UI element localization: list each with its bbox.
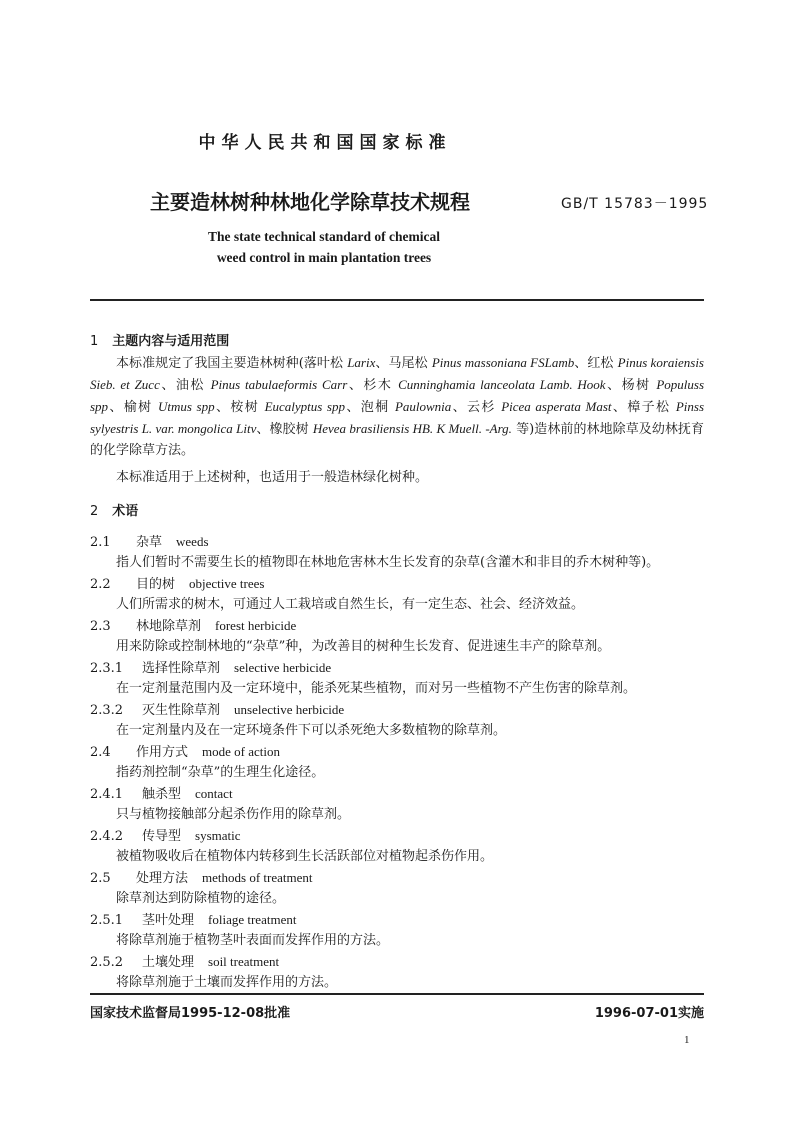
- paragraph-text: 本标准规定了我国主要造林树种(落叶松: [116, 356, 348, 371]
- term-2-5: [90, 867, 312, 886]
- species-latin-name: Pinus koraiensis Sieb. et Zucc: [90, 355, 704, 392]
- term-2-4: [90, 741, 280, 760]
- species-latin-name: Cunninghamia lanceolata Lamb. Hook: [398, 377, 606, 392]
- section-title: 术语: [112, 504, 139, 519]
- term-chinese: 选择性除草剂: [142, 661, 221, 676]
- term-number: 2.3.1: [90, 661, 124, 676]
- paragraph-text: 、红松: [574, 356, 618, 371]
- term-chinese: 目的树: [136, 577, 176, 592]
- term-2-3-2: [90, 699, 344, 718]
- english-title-line1: The state technical standard of chemical: [207, 229, 441, 244]
- paragraph-text: 、榆树: [108, 400, 158, 415]
- term-chinese: 杂草: [136, 535, 163, 550]
- term-number: 2.5.1: [90, 913, 124, 928]
- species-latin-name: Populuss spp: [90, 377, 705, 414]
- species-latin-name: Paulownia: [394, 399, 452, 414]
- footer-divider: [90, 993, 704, 995]
- term-chinese: 灭生性除草剂: [142, 703, 221, 718]
- term-number: 2.4: [90, 745, 111, 760]
- section-1-heading: [90, 330, 229, 349]
- term-number: 2.3: [90, 619, 111, 634]
- term-2-1: [90, 531, 209, 550]
- term-english: unselective herbicide: [234, 702, 345, 717]
- section-2-heading: [90, 500, 138, 519]
- approval-info: 国家技术监督局1995-12-08批准: [90, 1006, 291, 1021]
- standard-number: GB/T 15783－1995: [561, 196, 709, 212]
- section-number: 2: [90, 504, 99, 519]
- term-english: sysmatic: [195, 828, 241, 843]
- term-number: 2.5: [90, 871, 111, 886]
- scope-paragraph: [90, 352, 704, 461]
- species-latin-name: Picea asperata Mast: [501, 399, 612, 414]
- term-chinese: 触杀型: [142, 787, 182, 802]
- term-english: weeds: [176, 534, 209, 549]
- term-english: soil treatment: [208, 954, 280, 969]
- species-latin-name: Hevea brasiliensis HB. K Muell. -Arg.: [312, 421, 512, 436]
- term-chinese: 作用方式: [136, 745, 189, 760]
- paragraph-text: 、樟子松: [611, 400, 676, 415]
- species-latin-name: Pinus massoniana FSLamb: [431, 355, 575, 370]
- paragraph-text: 、杨树: [605, 378, 657, 393]
- term-definition: 指人们暂时不需要生长的植物即在林地危害林木生长发育的杂草(含灌木和非目的乔木树种等)。: [116, 555, 660, 570]
- term-2-4-1: [90, 783, 233, 802]
- paragraph-text: 、杉木: [347, 378, 399, 393]
- species-latin-name: Larix: [347, 355, 376, 370]
- header-divider: [90, 299, 704, 301]
- section-title: 主题内容与适用范围: [112, 334, 230, 349]
- term-2-4-2: [90, 825, 241, 844]
- term-definition: 将除草剂施于土壤而发挥作用的方法。: [116, 975, 338, 990]
- page-number: 1: [684, 1034, 690, 1046]
- paragraph-text: 、油松: [159, 378, 211, 393]
- term-2-5-2: [90, 951, 279, 970]
- species-latin-name: Eucalyptus spp: [264, 399, 345, 414]
- term-number: 2.3.2: [90, 703, 124, 718]
- term-chinese: 处理方法: [136, 871, 189, 886]
- species-latin-name: Pinus tabulaeformis Carr: [210, 377, 348, 392]
- section-number: 1: [90, 334, 99, 349]
- main-title: 主要造林树种林地化学除草技术规程: [150, 190, 470, 214]
- term-2-3-1: [90, 657, 331, 676]
- term-definition: 被植物吸收后在植物体内转移到生长活跃部位对植物起杀伤作用。: [116, 849, 494, 864]
- term-english: selective herbicide: [234, 660, 332, 675]
- term-chinese: 茎叶处理: [142, 913, 195, 928]
- term-english: contact: [195, 786, 233, 801]
- english-title-line2: weed control in main plantation trees: [216, 250, 432, 265]
- term-2-5-1: [90, 909, 296, 928]
- term-definition: 将除草剂施于植物茎叶表面而发挥作用的方法。: [116, 933, 390, 948]
- term-number: 2.4.1: [90, 787, 124, 802]
- term-chinese: 传导型: [142, 829, 182, 844]
- term-english: foliage treatment: [208, 912, 297, 927]
- term-definition: 人们所需求的树木，可通过人工栽培或自然生长，有一定生态、社会、经济效益。: [116, 597, 585, 612]
- term-english: forest herbicide: [215, 618, 297, 633]
- paragraph-text: 等)造林前的林地除草及幼林抚育的化学除草方法。: [90, 422, 704, 458]
- term-definition: 指药剂控制“杂草”的生理生化途径。: [116, 765, 325, 780]
- term-2-2: [90, 573, 264, 592]
- paragraph-text: 、泡桐: [345, 400, 395, 415]
- term-english: objective trees: [189, 576, 265, 591]
- paragraph-text: 、云杉: [451, 400, 502, 415]
- paragraph-text: 、橡胶树: [256, 422, 313, 437]
- term-number: 2.1: [90, 535, 111, 550]
- term-definition: 用来防除或控制林地的“杂草”种，为改善目的树种生长发育、促进速生丰产的除草剂。: [116, 639, 611, 654]
- scope-applicability-paragraph: 本标准适用于上述树种，也适用于一般造林绿化树种。: [116, 470, 429, 485]
- term-english: methods of treatment: [202, 870, 313, 885]
- term-number: 2.5.2: [90, 955, 124, 970]
- national-standard-title: 中华人民共和国国家标准: [198, 133, 452, 153]
- effective-date: 1996-07-01实施: [594, 1006, 704, 1021]
- term-number: 2.4.2: [90, 829, 124, 844]
- species-latin-name: Pinss sylyestris L. var. mongolica Litv: [90, 399, 704, 436]
- term-chinese: 土壤处理: [142, 955, 195, 970]
- term-definition: 除草剂达到防除植物的途径。: [116, 891, 286, 906]
- term-number: 2.2: [90, 577, 111, 592]
- term-chinese: 林地除草剂: [136, 619, 202, 634]
- species-latin-name: Utmus spp: [158, 399, 215, 414]
- paragraph-text: 、马尾松: [375, 356, 432, 371]
- term-definition: 只与植物接触部分起杀伤作用的除草剂。: [116, 807, 351, 822]
- term-2-3: [90, 615, 296, 634]
- paragraph-text: 、桉树: [214, 400, 265, 415]
- term-definition: 在一定剂量范围内及一定环境中，能杀死某些植物，而对另一些植物不产生伤害的除草剂。: [116, 681, 637, 696]
- term-english: mode of action: [202, 744, 280, 759]
- term-definition: 在一定剂量内及在一定环境条件下可以杀死绝大多数植物的除草剂。: [116, 723, 507, 738]
